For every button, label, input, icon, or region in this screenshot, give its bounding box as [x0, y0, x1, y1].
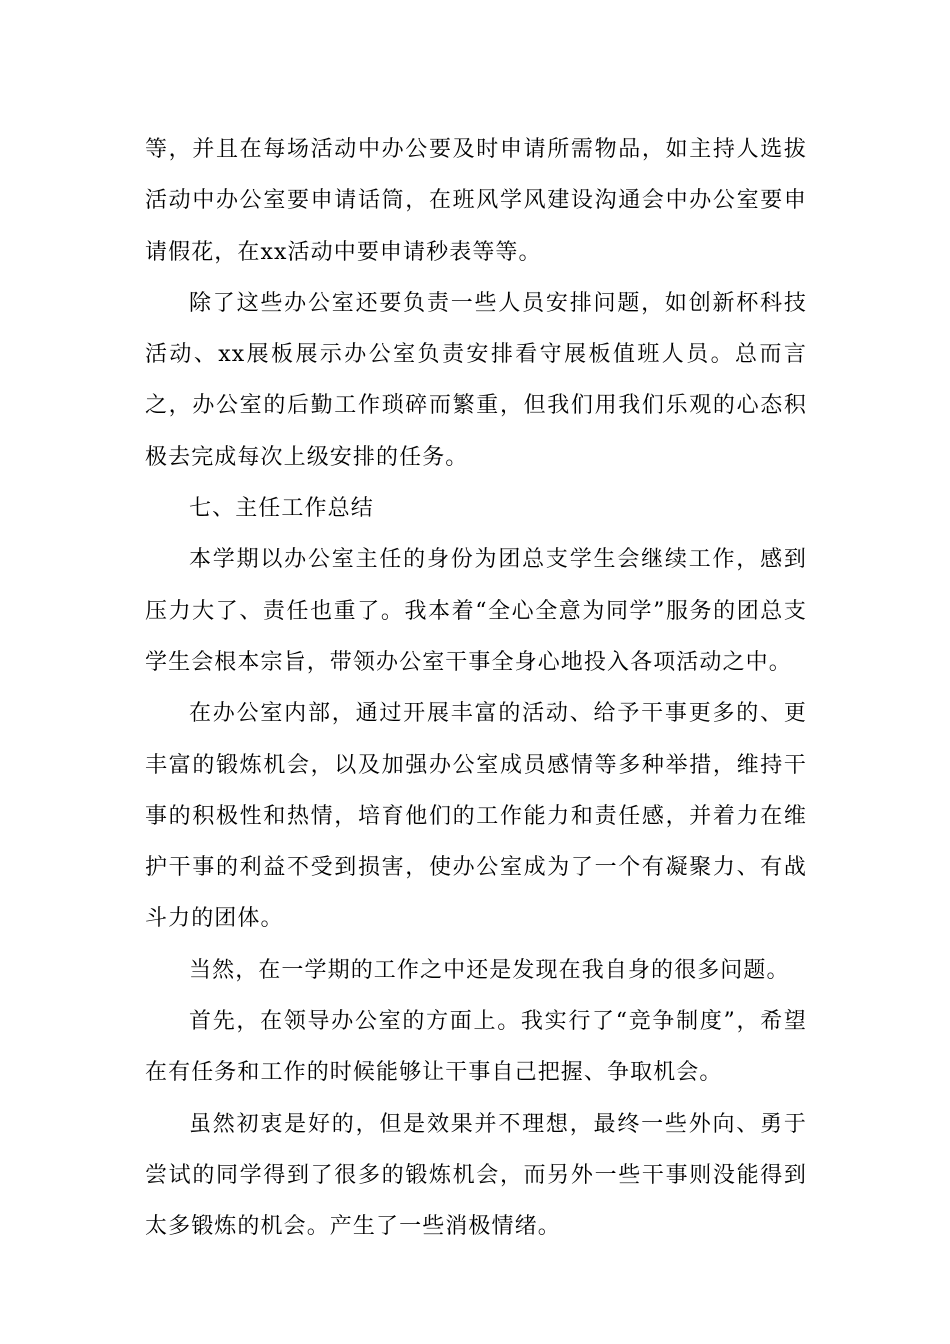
body-text — [145, 124, 807, 1253]
section-heading: 七、主任工作总结 — [189, 496, 374, 522]
paragraph-staff-arrangement: 除了这些办公室还要负责一些人员安排问题，如创新杯科技活动、xx展板展示办公室负责安排看守展板值班人员。总而言之，办公室的后勤工作琐碎而繁重，但我们用我们乐观的心态积极去完成每次上级安排的任务。 — [145, 290, 807, 470]
paragraph-problems: 当然，在一学期的工作之中还是发现在我自身的很多问题。 — [189, 957, 790, 983]
paragraph-continuation: 等，并且在每场活动中办公要及时申请所需物品，如主持人选拔活动中办公室要申请话筒，在班风学风建设沟通会中办公室要申请假花，在xx活动中要申请秒表等等。 — [145, 137, 807, 265]
paragraph-first-issue: 首先，在领导办公室的方面上。我实行了“竞争制度”，希望在有任务和工作的时候能够让干事自己把握、争取机会。 — [145, 1009, 807, 1086]
paragraph-result: 虽然初衷是好的，但是效果并不理想，最终一些外向、勇于尝试的同学得到了很多的锻炼机会，而另外一些干事则没能得到太多锻炼的机会。产生了一些消极情绪。 — [145, 1111, 807, 1240]
paragraph-office-internal: 在办公室内部，通过开展丰富的活动、给予干事更多的、更丰富的锻炼机会，以及加强办公室成员感情等多种举措，维持干事的积极性和热情，培育他们的工作能力和责任感，并着力在维护干事的利益不受到损害，使办公室成为了一个有凝聚力、有战斗力的团体。 — [145, 701, 807, 932]
paragraph-director-intro: 本学期以办公室主任的身份为团总支学生会继续工作，感到压力大了、责任也重了。我本着“全心全意为同学”服务的团总支学生会根本宗旨，带领办公室干事全身心地投入各项活动之中。 — [145, 547, 807, 675]
